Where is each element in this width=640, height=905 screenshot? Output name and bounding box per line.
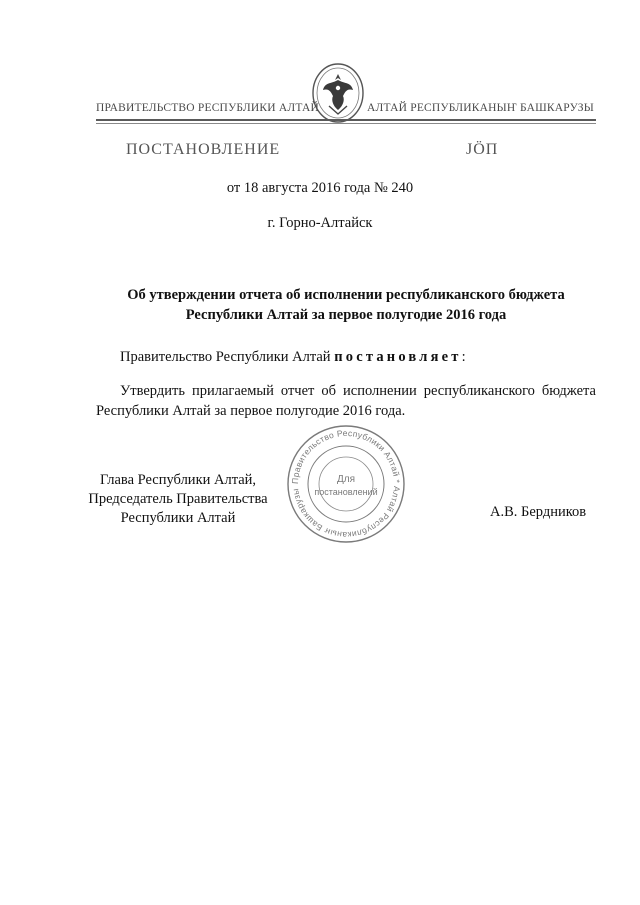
signatory-line-2: Председатель Правительства — [88, 491, 268, 507]
header-rule-thick — [96, 119, 596, 121]
resolution-body: Утвердить прилагаемый отчет об исполнении республиканского бюджета Республики Алтай за первое полугодие 2016 года. — [96, 383, 596, 419]
preamble-lead: Правительство Республики Алтай — [120, 349, 335, 365]
stamp-ring-text: Правительство Республики Алтай * Алтай Республиканыҥ Башкарузы — [289, 427, 403, 541]
stamp-center-line-2: постановлений — [314, 487, 378, 497]
org-name-altai: АЛТАЙ РЕСПУБЛИКАНЫҤ БАШКАРУЗЫ — [367, 102, 594, 114]
document-date-number: от 18 августа 2016 года № 240 — [226, 180, 414, 196]
preamble-end: : — [461, 349, 466, 365]
signatory-line-3: Республики Алтай — [120, 510, 236, 526]
document-title: Об утверждении отчета об исполнении республиканского бюджета Республики Алтай за первое полугодие 2016 года — [127, 287, 565, 323]
resolution-preamble — [96, 347, 596, 367]
coat-of-arms-icon — [311, 62, 365, 124]
org-name-russian: ПРАВИТЕЛЬСТВО РЕСПУБЛИКИ АЛТАЙ — [96, 102, 320, 114]
preamble-verb: постановляет — [334, 349, 462, 365]
header-rule-thin — [96, 123, 596, 124]
signatory-name: А.В. Бердников — [490, 504, 587, 520]
stamp-center-line-1: Для — [336, 474, 356, 485]
doc-type-altai: ЈÖП — [466, 141, 499, 158]
doc-type-russian: ПОСТАНОВЛЕНИЕ — [126, 141, 281, 158]
official-stamp — [284, 422, 408, 546]
document-city: г. Горно-Алтайск — [267, 215, 373, 231]
signatory-line-1: Глава Республики Алтай, — [99, 472, 257, 488]
signatory-position — [88, 471, 268, 528]
